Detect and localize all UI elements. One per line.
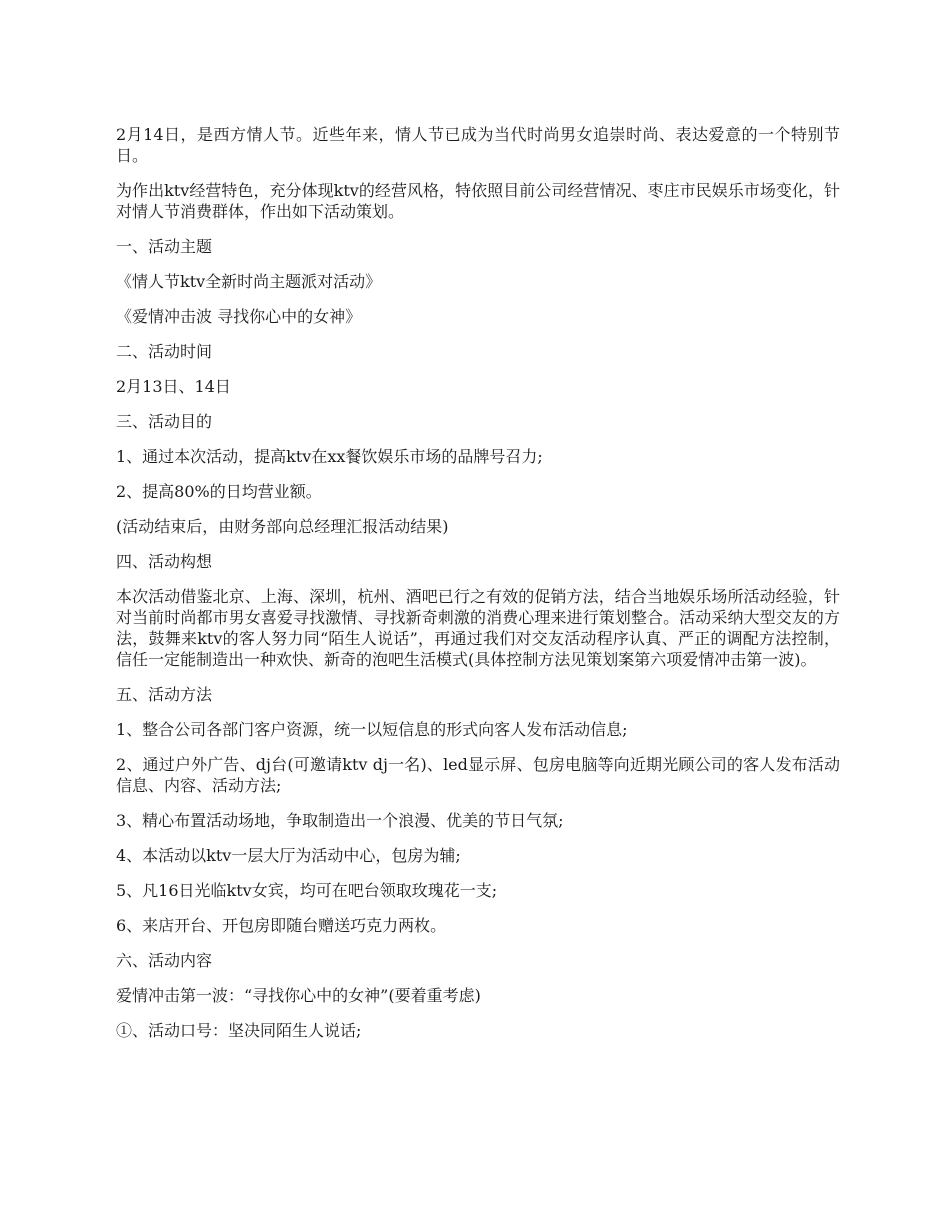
concept-body: 本次活动借鉴北京、上海、深圳，杭州、酒吧已行之有效的促销方法，结合当地娱乐场所活动经验，针对当前时尚都市男女喜爱寻找激情、寻找新奇刺激的消费心理来进行策划整合。活动采纳大型交友的方法，鼓舞来ktv的客人努力同“陌生人说话”，再通过我们对交友活动程序认真、严正的调配方法控制，信任一定能制造出一种欢快、新奇的泡吧生活模式(具体控制方法见策划案第六项爱情冲击第一波)。 — [116, 587, 840, 669]
method-item-4: 4、本活动以ktv一层大厅为活动中心，包房为辅; — [116, 846, 461, 865]
section-heading-time: 二、活动时间 — [116, 342, 213, 361]
method-item-5: 5、凡16日光临ktv女宾，均可在吧台领取玫瑰花一支; — [116, 881, 498, 900]
section-heading-content: 六、活动内容 — [116, 951, 213, 970]
goal-item-1: 1、通过本次活动，提高ktv在xx餐饮娱乐市场的品牌号召力; — [116, 447, 543, 466]
section-heading-goals: 三、活动目的 — [116, 412, 213, 431]
method-item-3: 3、精心布置活动场地，争取制造出一个浪漫、优美的节日气氛; — [116, 811, 564, 830]
method-item-1: 1、整合公司各部门客户资源，统一以短信息的形式向客人发布活动信息; — [116, 720, 628, 739]
event-dates: 2月13日、14日 — [116, 377, 231, 396]
goal-item-2: 2、提高80%的日均营业额。 — [116, 482, 322, 501]
method-item-6: 6、来店开台、开包房即随台赠送巧克力两枚。 — [116, 916, 447, 935]
section-heading-theme: 一、活动主题 — [116, 237, 213, 256]
method-item-2: 2、通过户外广告、dj台(可邀请ktv dj一名)、led显示屏、包房电脑等向近期光顾公司的客人发布活动信息、内容、活动方法; — [116, 755, 840, 795]
section-heading-methods: 五、活动方法 — [116, 685, 213, 704]
content-slogan: ①、活动口号：坚决同陌生人说话; — [116, 1021, 362, 1040]
document-page — [116, 124, 840, 1055]
content-wave-1: 爱情冲击第一波：“寻找你心中的女神”(要着重考虑) — [116, 986, 481, 1005]
paragraph-intro: 2月14日，是西方情人节。近些年来，情人节已成为当代时尚男女追崇时尚、表达爱意的一个特别节日。 — [116, 125, 840, 165]
goal-note: (活动结束后，由财务部向总经理汇报活动结果) — [116, 517, 449, 536]
theme-title-2: 《爱情冲击波 寻找你心中的女神》 — [116, 307, 362, 326]
theme-title-1: 《情人节ktv全新时尚主题派对活动》 — [116, 272, 382, 291]
paragraph-purpose: 为作出ktv经营特色，充分体现ktv的经营风格，特依照目前公司经营情况、枣庄市民娱乐市场变化，针对情人节消费群体，作出如下活动策划。 — [116, 181, 840, 221]
section-heading-concept: 四、活动构想 — [116, 552, 213, 571]
